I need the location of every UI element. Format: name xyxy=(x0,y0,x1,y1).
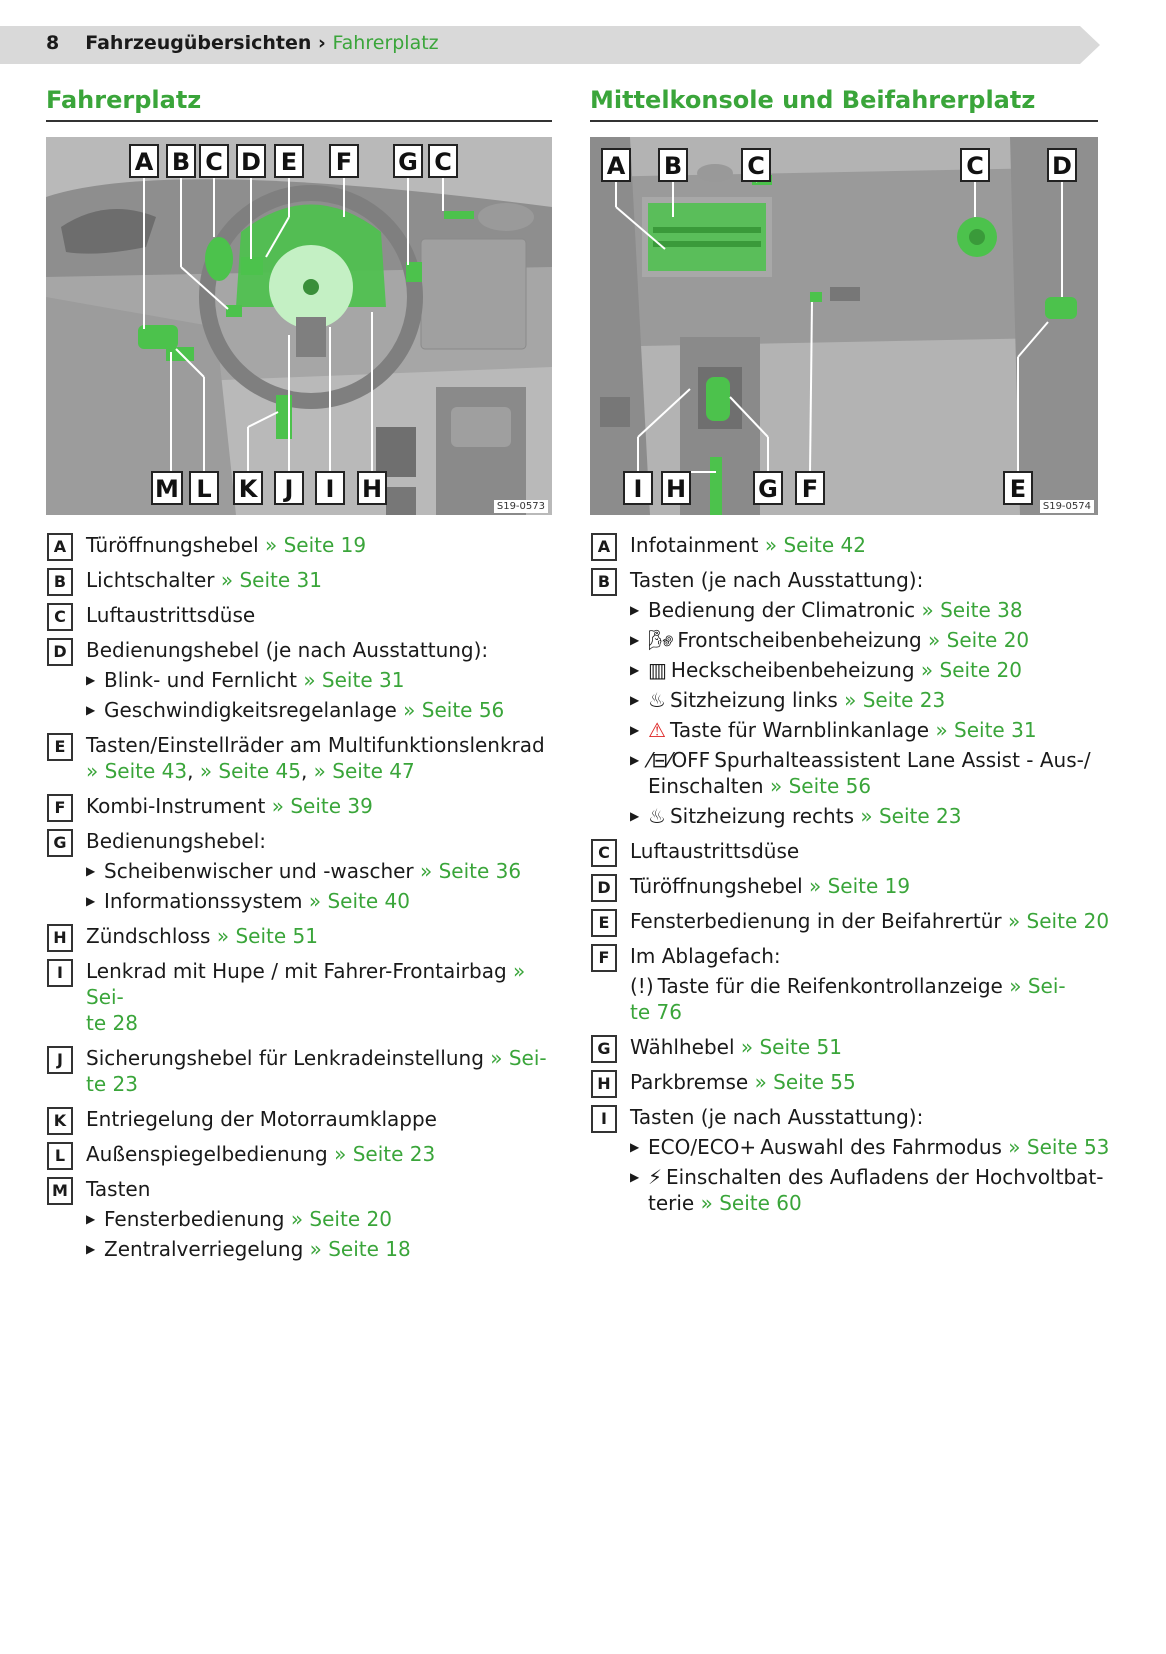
fig-label: A xyxy=(606,152,626,180)
fig-label: C xyxy=(205,148,223,176)
legend-item: G Wählhebel » Seite 51 xyxy=(590,1034,1110,1060)
eco-mode-icon: ECO/ECO+ xyxy=(648,1135,757,1159)
legend-key: G xyxy=(591,1035,617,1063)
left-section-title: Fahrerplatz xyxy=(46,86,202,114)
page-ref-link[interactable]: » Seite 23 xyxy=(860,804,962,828)
page-ref-link[interactable]: » Seite 60 xyxy=(700,1191,802,1215)
legend-item: I Tasten (je nach Ausstattung): ▶ ECO/ECO+ Auswahl des Fahrmodus » Seite 53 ▶ ⚡ Einschalten des Aufladens der Hochvoltbat- terie » Seite 60 xyxy=(590,1104,1110,1216)
page-ref-link[interactable]: » Sei- xyxy=(86,959,526,1009)
fig-label: B xyxy=(171,148,191,176)
fig-label: H xyxy=(361,475,383,503)
fig-label: M xyxy=(155,475,179,503)
center-console-figure xyxy=(590,137,1098,515)
page-ref-link[interactable]: » Seite 38 xyxy=(921,598,1023,622)
page-ref-link[interactable]: » Seite 18 xyxy=(309,1237,411,1261)
legend-subitem: ▶ Fensterbedienung » Seite 20 xyxy=(86,1206,556,1232)
windscreen-heating-icon: 🌬 xyxy=(648,628,674,652)
legend-item: E Fensterbedienung in der Beifahrertür » Seite 20 xyxy=(590,908,1110,934)
breadcrumb-separator: › xyxy=(318,32,326,54)
page-ref-link[interactable]: te 76 xyxy=(630,1000,682,1024)
legend-item: A Infotainment » Seite 42 xyxy=(590,532,1110,558)
legend-item: C Luftaustrittsdüse xyxy=(590,838,1110,864)
legend-item: E Tasten/Einstellräder am Multifunktionslenkrad » Seite 43, » Seite 45, » Seite 47 xyxy=(46,732,556,784)
legend-item: D Türöffnungshebel » Seite 19 xyxy=(590,873,1110,899)
seat-heating-right-icon: ♨ xyxy=(648,804,666,828)
legend-key: K xyxy=(47,1107,73,1135)
figure-code: S19-0574 xyxy=(1040,500,1094,513)
fig-label: C xyxy=(434,148,452,176)
legend-key: L xyxy=(47,1142,73,1170)
driver-cockpit-figure xyxy=(46,137,552,515)
page-ref-link[interactable]: te 23 xyxy=(86,1072,138,1096)
page-ref-link[interactable]: » Seite 20 xyxy=(928,628,1030,652)
fig-label: K xyxy=(238,475,258,503)
fig-label: E xyxy=(1009,475,1027,503)
legend-key: B xyxy=(591,568,617,596)
legend-subitem: ▶ ECO/ECO+ Auswahl des Fahrmodus » Seite 53 xyxy=(630,1134,1110,1160)
legend-key: D xyxy=(591,874,617,902)
legend-item: I Lenkrad mit Hupe / mit Fahrer-Frontairbag » Sei- te 28 xyxy=(46,958,556,1036)
page-ref-link[interactable]: » Seite 40 xyxy=(308,889,410,913)
driver-cockpit-illustration xyxy=(46,137,552,515)
page-ref-link[interactable]: » Seite 43 xyxy=(86,759,188,783)
rear-window-heating-icon: ▥ xyxy=(648,658,667,682)
fig-label: F xyxy=(335,148,353,176)
page-ref-link[interactable]: » Seite 31 xyxy=(220,568,322,592)
fig-label: F xyxy=(801,475,819,503)
legend-subitem: ▶ Geschwindigkeitsregelanlage » Seite 56 xyxy=(86,697,556,723)
page-ref-link[interactable]: » Seite 56 xyxy=(403,698,505,722)
fig-label: G xyxy=(398,148,418,176)
page-number: 8 xyxy=(46,32,60,54)
right-legend xyxy=(590,532,1110,1225)
fig-label: A xyxy=(134,148,154,176)
fig-label: D xyxy=(1052,152,1072,180)
breadcrumb-section[interactable]: Fahrzeugübersichten xyxy=(85,32,312,54)
fig-label: D xyxy=(241,148,261,176)
page-ref-link[interactable]: » Seite 39 xyxy=(271,794,373,818)
legend-item: A Türöffnungshebel » Seite 19 xyxy=(46,532,556,558)
page-ref-link[interactable]: » Seite 42 xyxy=(764,533,866,557)
page-ref-link[interactable]: » Seite 20 xyxy=(290,1207,392,1231)
legend-item: M Tasten ▶ Fensterbedienung » Seite 20 ▶ Zentralverriegelung » Seite 18 xyxy=(46,1176,556,1262)
legend-item: F Im Ablagefach: (!) Taste für die Reifenkontrollanzeige » Sei- te 76 xyxy=(590,943,1110,1025)
legend-item: H Zündschloss » Seite 51 xyxy=(46,923,556,949)
page-ref-link[interactable]: » Seite 23 xyxy=(334,1142,436,1166)
legend-key: M xyxy=(47,1177,73,1205)
legend-subitem: ▶ ⚠ Taste für Warnblinkanlage » Seite 31 xyxy=(630,717,1110,743)
page-ref-link[interactable]: » Seite 31 xyxy=(303,668,405,692)
page-ref-link[interactable]: » Seite 23 xyxy=(844,688,946,712)
fig-label: E xyxy=(280,148,298,176)
legend-key: I xyxy=(591,1105,617,1133)
fig-label: H xyxy=(665,475,687,503)
legend-subitem: ▶ ♨ Sitzheizung rechts » Seite 23 xyxy=(630,803,1110,829)
page-ref-link[interactable]: » Seite 36 xyxy=(420,859,522,883)
figure-code: S19-0573 xyxy=(494,500,548,513)
right-title-rule xyxy=(590,120,1098,122)
legend-subitem: ▶ Bedienung der Climatronic » Seite 38 xyxy=(630,597,1110,623)
hazard-warning-icon: ⚠ xyxy=(648,718,666,742)
legend-key: J xyxy=(47,1046,73,1074)
page-ref-link[interactable]: » Seite 53 xyxy=(1008,1135,1110,1159)
legend-item: B Lichtschalter » Seite 31 xyxy=(46,567,556,593)
figure-labels-top xyxy=(130,145,457,177)
legend-subitem: ▶ ♨ Sitzheizung links » Seite 23 xyxy=(630,687,1110,713)
fig-label: B xyxy=(663,152,683,180)
seat-heating-left-icon: ♨ xyxy=(648,688,666,712)
page-ref-link[interactable]: » Seite 20 xyxy=(920,658,1023,682)
legend-key: E xyxy=(47,733,73,761)
legend-subitem: ▶ Zentralverriegelung » Seite 18 xyxy=(86,1236,556,1262)
page-ref-link[interactable]: » Seite 45 xyxy=(199,759,301,783)
legend-item: B Tasten (je nach Ausstattung): ▶ Bedienung der Climatronic » Seite 38 ▶ 🌬 Frontscheibenbeheizung » Seite 20 ▶ ▥ Heckscheibenbeheizung » Seite 20 ▶ ♨ Sitzheizung links » Seite 23 ▶ ⚠ Taste für Warnblinkanlage » Seite 31 ▶ ⁄⊟⁄OFF Spurhalteassistent Lane Assist - Aus-/ Einschalten » Seite 56 ▶ ♨ Sitzheizung rechts » Seite 23 xyxy=(590,567,1110,829)
fig-label: C xyxy=(747,152,765,180)
legend-item: H Parkbremse » Seite 55 xyxy=(590,1069,1110,1095)
page-ref-link[interactable]: » Seite 47 xyxy=(313,759,415,783)
fig-label: C xyxy=(966,152,984,180)
page-ref-link[interactable]: » Sei- xyxy=(1009,974,1066,998)
legend-item: C Luftaustrittsdüse xyxy=(46,602,556,628)
breadcrumb xyxy=(46,32,439,54)
legend-item: L Außenspiegelbedienung » Seite 23 xyxy=(46,1141,556,1167)
legend-item: D Bedienungshebel (je nach Ausstattung): ▶ Blink- und Fernlicht » Seite 31 ▶ Geschwindigkeitsregelanlage » Seite 56 xyxy=(46,637,556,723)
page-ref-link[interactable]: » Sei- xyxy=(490,1046,547,1070)
legend-key: F xyxy=(47,794,73,822)
legend-key: H xyxy=(591,1070,617,1098)
legend-subitem: ▶ 🌬 Frontscheibenbeheizung » Seite 20 xyxy=(630,627,1110,653)
page-ref-link[interactable]: » Seite 31 xyxy=(935,718,1037,742)
breadcrumb-current: Fahrerplatz xyxy=(332,32,439,54)
legend-item: J Sicherungshebel für Lenkradeinstellung » Sei- te 23 xyxy=(46,1045,556,1097)
right-section-title: Mittelkonsole und Beifahrerplatz xyxy=(590,86,1036,114)
fig-label: L xyxy=(196,475,212,503)
left-title-rule xyxy=(46,120,552,122)
legend-item: F Kombi-Instrument » Seite 39 xyxy=(46,793,556,819)
legend-subitem: ▶ ⁄⊟⁄OFF Spurhalteassistent Lane Assist - Aus-/ Einschalten » Seite 56 xyxy=(630,747,1110,799)
lane-assist-icon: ⁄⊟⁄OFF xyxy=(648,748,711,772)
legend-key: C xyxy=(591,839,617,867)
legend-key: G xyxy=(47,829,73,857)
legend-key: F xyxy=(591,944,617,972)
page-ref-link[interactable]: » Seite 19 xyxy=(265,533,367,557)
center-console-illustration xyxy=(590,137,1098,515)
charging-icon: ⚡ xyxy=(648,1165,663,1189)
tyre-pressure-icon: (!) xyxy=(630,974,654,998)
legend-item: G Bedienungshebel: ▶ Scheibenwischer und -wascher » Seite 36 ▶ Informationssystem » Seite 40 xyxy=(46,828,556,914)
legend-key: I xyxy=(47,959,73,987)
legend-subitem: ▶ ▥ Heckscheibenbeheizung » Seite 20 xyxy=(630,657,1110,683)
page-ref-link[interactable]: » Seite 51 xyxy=(216,924,318,948)
page-ref-link[interactable]: te 28 xyxy=(86,1011,138,1035)
legend-subitem: ▶ Scheibenwischer und -wascher » Seite 36 xyxy=(86,858,556,884)
legend-extra: (!) Taste für die Reifenkontrollanzeige » Sei- te 76 xyxy=(630,974,1066,1024)
fig-label: I xyxy=(633,475,643,503)
legend-key: D xyxy=(47,638,73,666)
legend-key: H xyxy=(47,924,73,952)
page-ref-link[interactable]: » Seite 51 xyxy=(740,1035,842,1059)
page-ref-link[interactable]: » Seite 55 xyxy=(754,1070,856,1094)
page-ref-link[interactable]: » Seite 56 xyxy=(769,774,872,798)
page-ref-link[interactable]: » Seite 20 xyxy=(1007,909,1110,933)
fig-label: J xyxy=(284,475,294,503)
legend-subitem: ▶ Blink- und Fernlicht » Seite 31 xyxy=(86,667,556,693)
legend-key: B xyxy=(47,568,73,596)
left-legend xyxy=(46,532,556,1271)
legend-key: A xyxy=(591,533,617,561)
legend-key: C xyxy=(47,603,73,631)
legend-subitem: ▶ ⚡ Einschalten des Aufladens der Hochvoltbat- terie » Seite 60 xyxy=(630,1164,1110,1216)
legend-key: E xyxy=(591,909,617,937)
page-ref-link[interactable]: » Seite 19 xyxy=(809,874,911,898)
legend-key: A xyxy=(47,533,73,561)
fig-label: I xyxy=(325,475,335,503)
fig-label: G xyxy=(758,475,778,503)
legend-subitem: ▶ Informationssystem » Seite 40 xyxy=(86,888,556,914)
legend-item: K Entriegelung der Motorraumklappe xyxy=(46,1106,556,1132)
